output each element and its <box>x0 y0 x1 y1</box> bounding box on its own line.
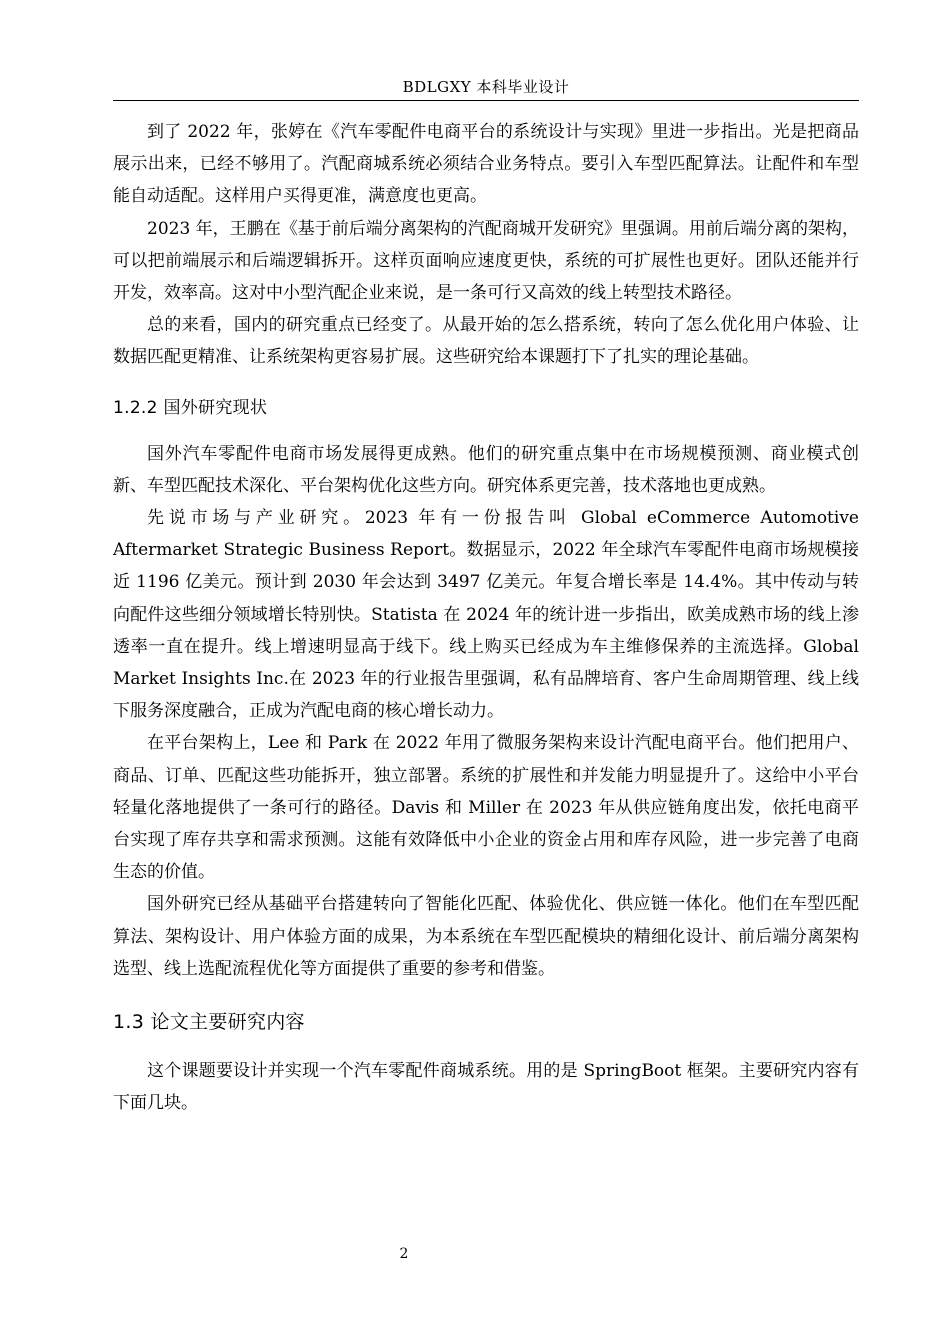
body-paragraph: 到了 2022 年，张婷在《汽车零配件电商平台的系统设计与实现》里进一步指出。光是把商品展示出来，已经不够用了。汽配商城系统必须结合业务特点。要引入车型匹配算法。让配件和车型能自动适配。这样用户买得更准，满意度也更高。 <box>113 122 859 207</box>
body-paragraph: 2023 年，王鹏在《基于前后端分离架构的汽配商城开发研究》里强调。用前后端分离的架构，可以把前端展示和后端逻辑拆开。这样页面响应速度更快，系统的可扩展性也更好。团队还能并行开发，效率高。这对中小型汽配企业来说，是一条可行又高效的线上转型技术路径。 <box>113 218 859 304</box>
body-paragraph: 总的来看，国内的研究重点已经变了。从最开始的怎么搭系统，转向了怎么优化用户体验、让数据匹配更精准、让系统架构更容易扩展。这些研究给本课题打下了扎实的理论基础。 <box>113 315 859 368</box>
page-number: 2 <box>399 1246 409 1262</box>
page-body <box>113 116 859 1119</box>
body-paragraph: 国外汽车零配件电商市场发展得更成熟。他们的研究重点集中在市场规模预测、商业模式创新、车型匹配技术深化、平台架构优化这些方向。研究体系更完善，技术落地也更成熟。 <box>113 443 859 496</box>
body-paragraph: 在平台架构上，Lee 和 Park 在 2022 年用了微服务架构来设计汽配电商平台。他们把用户、商品、订单、匹配这些功能拆开，独立部署。系统的扩展性和并发能力明显提升了。这给中小平台轻量化落地提供了一条可行的路径。Davis 和 Miller 在 2023 年从供应链角度出发，依托电商平台实现了库存共享和需求预测。这能有效降低中小企业的资金占用和库存风险，进一步完善了电商生态的价值。 <box>113 733 859 883</box>
body-paragraph: 国外研究已经从基础平台搭建转向了智能化匹配、体验优化、供应链一体化。他们在车型匹配算法、架构设计、用户体验方面的成果，为本系统在车型匹配模块的精细化设计、前后端分离架构选型、线上选配流程优化等方面提供了重要的参考和借鉴。 <box>113 894 859 979</box>
section-heading: 1.2.2 国外研究现状 <box>113 397 268 418</box>
body-paragraph: 这个课题要设计并实现一个汽车零配件商城系统。用的是 SpringBoot 框架。主要研究内容有下面几块。 <box>113 1061 859 1114</box>
header-rule <box>113 100 859 101</box>
chapter-section-heading: 1.3 论文主要研究内容 <box>113 1011 305 1034</box>
running-header: BDLGXY 本科毕业设计 <box>402 78 570 96</box>
body-paragraph: 先说市场与产业研究。2023 年有一份报告叫 Global eCommerce Automotive Aftermarket Strategic Business Report。数据显示，2022 年全球汽车零配件电商市场规模接近 1196 亿美元。预计到 2030 年会达到 3497 亿美元。年复合增长率是 14.4%。其中传动与转向配件这些细分领域增长特别快。Statista 在 2024 年的统计进一步指出，欧美成熟市场的线上渗透率一直在提升。线上增速明显高于线下。线上购买已经成为车主维修保养的主流选择。Global Market Insights Inc.在 2023 年的行业报告里强调，私有品牌培育、客户生命周期管理、线上线下服务深度融合，正成为汽配电商的核心增长动力。 <box>113 508 859 722</box>
